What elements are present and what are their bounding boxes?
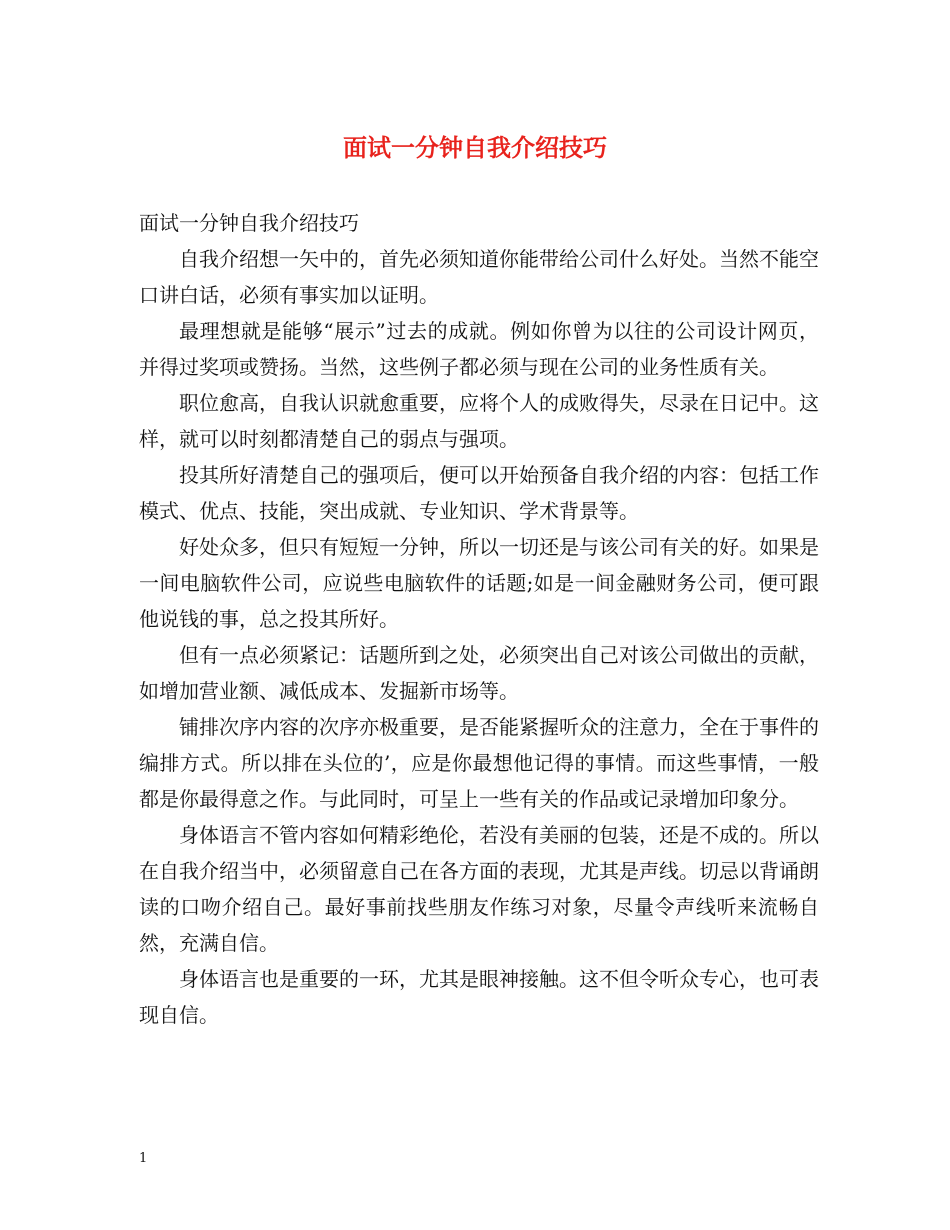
document-title: 面试一分钟自我介绍技巧 — [343, 133, 607, 162]
paragraph: 身体语言也是重要的一环，尤其是眼神接触。这不但令听众专心，也可表现自信。 — [139, 967, 819, 1027]
paragraph: 最理想就是能够“展示”过去的成就。例如你曾为以往的公司设计网页，并得过奖项或赞扬。当然，这些例子都必须与现在公司的业务性质有关。 — [139, 319, 819, 379]
document-body — [139, 205, 819, 1033]
paragraph: 投其所好清楚自己的强项后，便可以开始预备自我介绍的内容：包括工作模式、优点、技能，突出成就、专业知识、学术背景等。 — [139, 463, 819, 523]
paragraph: 好处众多，但只有短短一分钟，所以一切还是与该公司有关的好。如果是一间电脑软件公司，应说些电脑软件的话题;如是一间金融财务公司，便可跟他说钱的事，总之投其所好。 — [139, 535, 819, 631]
paragraph: 铺排次序内容的次序亦极重要，是否能紧握听众的注意力，全在于事件的编排方式。所以排在头位的’，应是你最想他记得的事情。而这些事情，一般都是你最得意之作。与此同时，可呈上一些有关的作品或记录增加印象分。 — [139, 715, 819, 811]
paragraph: 职位愈高，自我认识就愈重要，应将个人的成败得失，尽录在日记中。这样，就可以时刻都清楚自己的弱点与强项。 — [139, 391, 819, 451]
document-subtitle: 面试一分钟自我介绍技巧 — [139, 211, 359, 235]
page-number: 1 — [139, 1151, 148, 1166]
paragraph: 自我介绍想一矢中的，首先必须知道你能带给公司什么好处。当然不能空口讲白话，必须有事实加以证明。 — [139, 247, 819, 307]
paragraph: 身体语言不管内容如何精彩绝伦，若没有美丽的包装，还是不成的。所以在自我介绍当中，必须留意自己在各方面的表现，尤其是声线。切忌以背诵朗读的口吻介绍自己。最好事前找些朋友作练习对象，尽量令声线听来流畅自然，充满自信。 — [139, 823, 819, 955]
paragraph: 但有一点必须紧记：话题所到之处，必须突出自己对该公司做出的贡献，如增加营业额、减低成本、发掘新市场等。 — [139, 643, 819, 703]
